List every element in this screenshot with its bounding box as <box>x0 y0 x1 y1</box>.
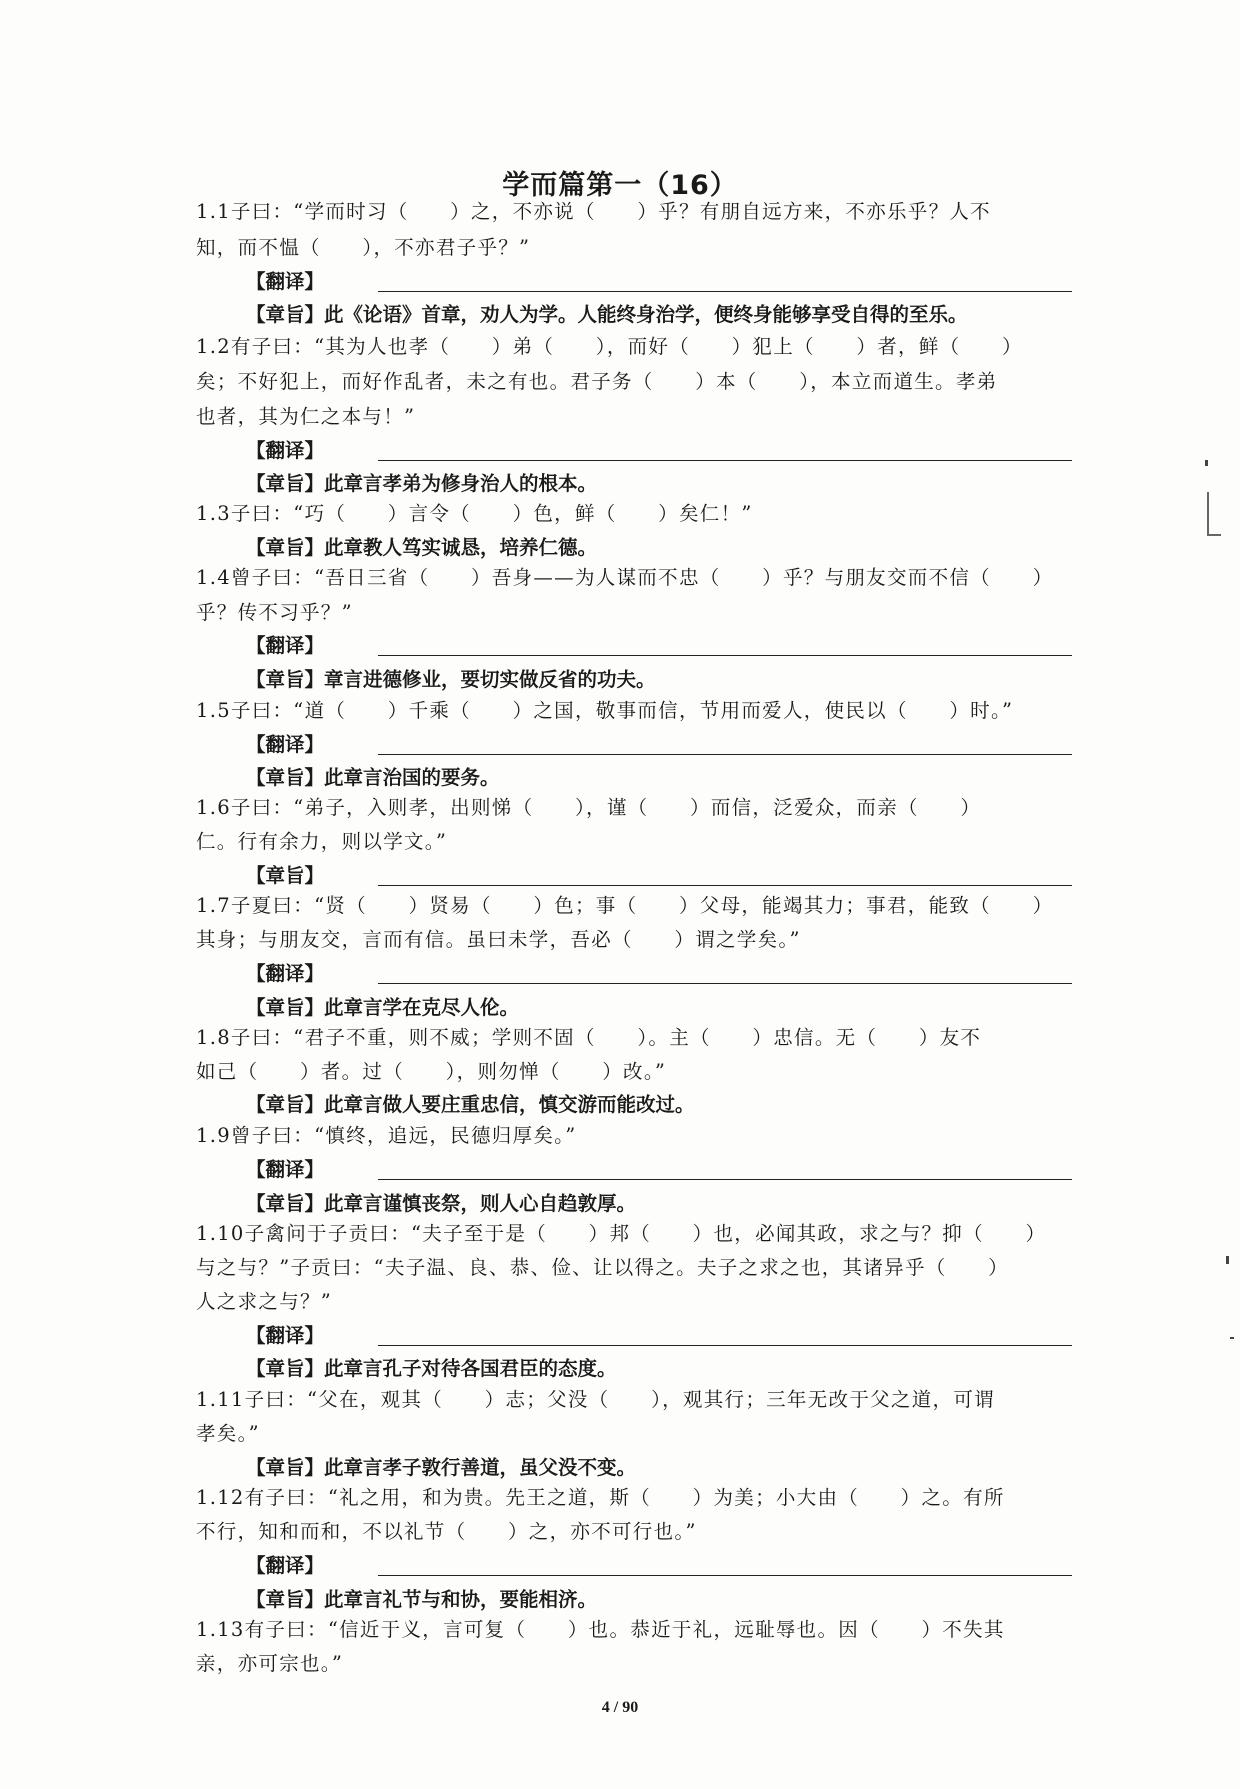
gist-text: 此《论语》首章，劝人为学。人能终身治学，便终身能够享受自得的至乐。 <box>324 303 968 326</box>
answer-underline[interactable] <box>378 754 1072 755</box>
passage-line: 1.8子曰：“君子不重，则不威；学则不固（ ）。主（ ）忠信。无（ ）友不 <box>196 1026 982 1049</box>
passage-line: 人之求之与？” <box>196 1290 333 1313</box>
passage-line: 1.5子曰：“道（ ）千乘（ ）之国，敬事而信，节用而爱人，使民以（ ）时。” <box>196 699 1014 722</box>
gist-row <box>246 668 1072 692</box>
passage-line: 也者，其为仁之本与！” <box>196 405 416 428</box>
translation-field[interactable] <box>246 1554 1072 1578</box>
page-title: 学而篇第一（16） <box>502 170 738 201</box>
gist-text: 此章言孝弟为修身治人的根本。 <box>324 472 598 495</box>
passage-line: 1.13有子曰：“信近于义，言可复（ ）也。恭近于礼，远耻辱也。因（ ）不失其 <box>196 1618 1005 1641</box>
passage-line: 1.2有子曰：“其为人也孝（ ）弟（ ），而好（ ）犯上（ ）者，鲜（ ） <box>196 335 1023 358</box>
gist-text: 此章言谨慎丧祭，则人心自趋敦厚。 <box>324 1192 637 1215</box>
answer-underline[interactable] <box>378 460 1072 461</box>
scan-mark <box>1207 534 1221 536</box>
gist-label: 【章旨】 <box>246 766 325 789</box>
gist-row <box>246 1093 1072 1117</box>
gist-label: 【章旨】 <box>246 303 325 326</box>
passage-line: 如己（ ）者。过（ ），则勿惮（ ）改。” <box>196 1060 667 1083</box>
answer-underline[interactable] <box>378 655 1072 656</box>
answer-underline[interactable] <box>378 291 1072 292</box>
passage-line: 不行，知和而和，不以礼节（ ）之，亦不可行也。” <box>196 1520 697 1543</box>
translation-label: 【翻译】 <box>246 270 325 293</box>
gist-row[interactable] <box>246 864 1072 888</box>
gist-text: 此章言孔子对待各国君臣的态度。 <box>324 1357 617 1380</box>
gist-label: 【章旨】 <box>246 1357 325 1380</box>
gist-text: 此章言礼节与和协，要能相济。 <box>324 1588 598 1611</box>
gist-text: 此章言孝子敦行善道，虽父没不变。 <box>324 1456 637 1479</box>
translation-label: 【翻译】 <box>246 439 325 462</box>
gist-text: 此章教人笃实诚恳，培养仁德。 <box>324 536 598 559</box>
passage-line: 1.9曾子曰：“慎终，追远，民德归厚矣。” <box>196 1124 577 1147</box>
passage-line: 与之与？”子贡曰：“夫子温、良、恭、俭、让以得之。夫子之求之也，其诸异乎（ ） <box>196 1256 1009 1279</box>
gist-row <box>246 536 1072 560</box>
scan-mark <box>1207 492 1209 536</box>
gist-label: 【章旨】 <box>246 864 325 887</box>
gist-label: 【章旨】 <box>246 472 325 495</box>
answer-underline[interactable] <box>378 983 1072 984</box>
scan-mark <box>1226 1256 1229 1264</box>
gist-row <box>246 1456 1072 1480</box>
translation-field[interactable] <box>246 270 1072 294</box>
translation-field[interactable] <box>246 439 1072 463</box>
passage-line: 乎？传不习乎？” <box>196 601 353 624</box>
gist-label: 【章旨】 <box>246 1192 325 1215</box>
translation-label: 【翻译】 <box>246 634 325 657</box>
gist-text: 此章言做人要庄重忠信，慎交游而能改过。 <box>324 1093 695 1116</box>
passage-line: 其身；与朋友交，言而有信。虽曰未学，吾必（ ）谓之学矣。” <box>196 928 801 951</box>
translation-label: 【翻译】 <box>246 962 325 985</box>
gist-row <box>246 303 1072 327</box>
passage-line: 1.6子曰：“弟子，入则孝，出则悌（ ），谨（ ）而信，泛爱众，而亲（ ） <box>196 796 982 819</box>
page-number: 4 / 90 <box>601 1699 639 1716</box>
gist-label: 【章旨】 <box>246 668 325 691</box>
gist-row <box>246 472 1072 496</box>
answer-underline[interactable] <box>378 1575 1072 1576</box>
passage-line: 1.1子曰：“学而时习（ ）之，不亦说（ ）乎？有朋自远方来，不亦乐乎？人不 <box>196 200 991 223</box>
passage-line: 1.12有子曰：“礼之用，和为贵。先王之道，斯（ ）为美；小大由（ ）之。有所 <box>196 1486 1005 1509</box>
translation-label: 【翻译】 <box>246 1554 325 1577</box>
gist-label: 【章旨】 <box>246 1456 325 1479</box>
gist-label: 【章旨】 <box>246 536 325 559</box>
passage-line: 孝矣。” <box>196 1422 260 1445</box>
translation-field[interactable] <box>246 1158 1072 1182</box>
passage-line: 1.4曾子曰：“吾日三省（ ）吾身——为人谋而不忠（ ）乎？与朋友交而不信（ ） <box>196 566 1054 589</box>
gist-text: 此章言学在克尽人伦。 <box>324 996 520 1019</box>
translation-field[interactable] <box>246 962 1072 986</box>
gist-label: 【章旨】 <box>246 1588 325 1611</box>
gist-row <box>246 1192 1072 1216</box>
answer-underline[interactable] <box>378 885 1072 886</box>
gist-text: 此章言治国的要务。 <box>324 766 500 789</box>
gist-row <box>246 1588 1072 1612</box>
passage-line: 1.3子曰：“巧（ ）言令（ ）色，鲜（ ）矣仁！” <box>196 502 753 525</box>
translation-field[interactable] <box>246 1324 1072 1348</box>
scan-mark <box>1230 1337 1234 1339</box>
translation-label: 【翻译】 <box>246 733 325 756</box>
translation-field[interactable] <box>246 733 1072 757</box>
passage-line: 知，而不愠（ ），不亦君子乎？” <box>196 236 531 259</box>
passage-line: 仁。行有余力，则以学文。” <box>196 830 448 853</box>
passage-line: 1.7子夏曰：“贤（ ）贤易（ ）色；事（ ）父母，能竭其力；事君，能致（ ） <box>196 894 1054 917</box>
gist-text: 章言进德修业，要切实做反省的功夫。 <box>324 668 656 691</box>
gist-label: 【章旨】 <box>246 996 325 1019</box>
answer-underline[interactable] <box>378 1345 1072 1346</box>
scan-mark <box>1205 460 1208 466</box>
answer-underline[interactable] <box>378 1179 1072 1180</box>
translation-label: 【翻译】 <box>246 1324 325 1347</box>
gist-row <box>246 996 1072 1020</box>
passage-line: 1.10子禽问于子贡曰：“夫子至于是（ ）邦（ ）也，必闻其政，求之与？抑（ ） <box>196 1222 1047 1245</box>
passage-line: 1.11子曰：“父在，观其（ ）志；父没（ ），观其行；三年无改于父之道，可谓 <box>196 1388 995 1411</box>
passage-line: 矣；不好犯上，而好作乱者，未之有也。君子务（ ）本（ ），本立而道生。孝弟 <box>196 370 998 393</box>
passage-line: 亲，亦可宗也。” <box>196 1652 344 1675</box>
translation-label: 【翻译】 <box>246 1158 325 1181</box>
gist-row <box>246 766 1072 790</box>
translation-field[interactable] <box>246 634 1072 658</box>
gist-label: 【章旨】 <box>246 1093 325 1116</box>
gist-row <box>246 1357 1072 1381</box>
